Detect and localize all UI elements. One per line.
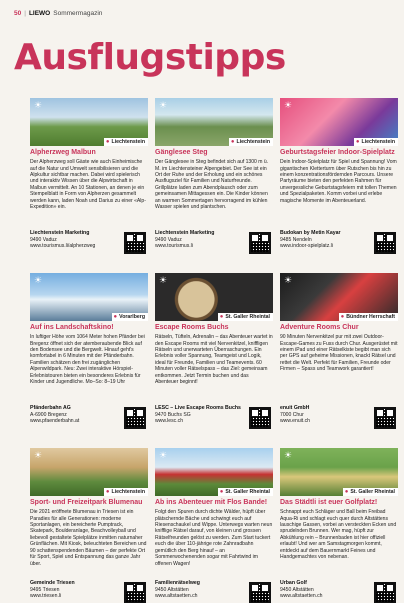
tip-title: Gänglesee Steg xyxy=(155,149,208,156)
location-pin-icon: ● xyxy=(105,139,110,145)
qr-code-icon[interactable] xyxy=(249,582,271,603)
region-badge xyxy=(343,488,398,496)
tip-description: Der Gänglesee in Steg befindet sich auf 1300 m ü. M. im Liechtensteiner Alpengebiet. Der See ist ein Ort der Ruhe und der Erholung und ein schönes Ausflugsziel für Familien und Naturfreunde. Grillplätze laden zum Abendplausch oder zum gemeinsamen Mittagessen ein. Die Kinder können an warmen Sommertagen hervorragend im kühlen Wasser spielen und plantschen. xyxy=(155,159,269,211)
region-badge xyxy=(339,313,398,321)
tip-description: Rätseln, Tüfteln, Adrenalin – das Abenteuer wartet in den Escape Rooms mit viel Nervenkitzel, kniffligen Rätseln und unerwarteten Überraschungen. Ein Erlebnis voller Spannung, Teamgeist und Logik, ideal für Freunde, Familien und Teamevents. 60 Minuten voller Rätselspass – das Ziel: gemeinsam entkommen. Jetzt Termin buchen und das Abenteuer beginnt! xyxy=(155,334,273,386)
tip-description: Die 2021 eröffnete Blumenau in Triesen ist ein Paradies für alle Generationen: moderne Sportanlagen, ein bereicherte Pumptrack, Skatepark, Boulderanlage, Beachvolleyball und liebevoll gestaltete Spielplätze inmitten naturnaher Grünflächen. Mit Kiosk, beleuchteten Bereichen und 90 schattenspendenden Bäumen – der perfekte Ort für Sport, Spiel und Entspannung das ganze Jahr über. xyxy=(30,509,147,567)
tip-website-link[interactable]: www.altstaetten.ch xyxy=(155,593,198,600)
region-badge xyxy=(218,313,273,321)
tip-address: 9490 Vaduz xyxy=(30,236,57,243)
tip-organization: enuit GmbH xyxy=(280,405,310,411)
page-number: 50 xyxy=(14,10,22,17)
tip-contact xyxy=(155,580,273,603)
tip-card xyxy=(30,448,148,603)
region-label: Liechtenstein xyxy=(236,139,270,145)
page-header xyxy=(14,10,102,17)
region-label: St. Galler Rheintal xyxy=(350,489,395,495)
magazine-name: Sommermagazin xyxy=(53,10,103,17)
tip-photo xyxy=(30,98,148,146)
tip-card xyxy=(280,98,398,260)
tip-description: Der Alpherzweg soll Gäste wie auch Einheimische auf die Natur und Umwelt sensibilisieren und die Alpkultur sichtbar machen. Dabei wird spielerisch und interaktiv Wissen über die Alpwirtschaft in Malbun vermittelt. An 10 Stationen, an denen je ein Stempelblatt in Form von Alpherzen gesammelt werden kann, laden Noah und Darius zu einer «Alp-Expedition» ein. xyxy=(30,159,146,211)
tip-website-link[interactable]: www.tourismus.li xyxy=(155,243,193,250)
tip-website-link[interactable]: www.lesc.ch xyxy=(155,418,184,425)
sun-icon: ☀ xyxy=(33,275,43,285)
tip-organization: Urban Golf xyxy=(280,580,307,586)
region-badge xyxy=(354,138,398,146)
page-title: Ausflugstipps xyxy=(14,37,286,78)
tip-address: 7000 Chur xyxy=(280,411,304,418)
tip-website-link[interactable]: www.altstaetten.ch xyxy=(280,593,323,600)
tip-description: Dein Indoor-Spielplatz für Spiel und Spannung! Vom gigantischen Kletterturm über Rutschen bis hin zu einem konzentrationsfördernden Parcours. Unsere Partyräume bieten den perfekten Rahmen für unvergessliche Geburtstagsfeiern mit tollen Themen und Spezialpaketen. Komm vorbei und erlebe magische Momente im Abenteuerland. xyxy=(280,159,397,204)
location-pin-icon: ● xyxy=(105,489,110,495)
tip-description: 90 Minuten Nervenkitzel pur mit zwei Outdoor-Escape-Games zu Fuss durch Chur. Ausgerüstet mit einem iPad und einer Rätselkiste begibt man sich per GPS auf geheime Missionen, knackt Rätsel und rettet die Welt. Perfekt für Familien, Freunde oder Firmen – Spass und Teamwork garantiert! xyxy=(280,334,398,373)
qr-code-icon[interactable] xyxy=(374,582,396,603)
tip-website-link[interactable]: www.enuit.ch xyxy=(280,418,311,425)
tip-title: Auf ins Landschaftskino! xyxy=(30,324,114,331)
region-badge xyxy=(112,313,148,321)
qr-code-icon[interactable] xyxy=(124,582,146,603)
region-badge xyxy=(218,488,273,496)
tip-photo xyxy=(155,98,273,146)
tip-title: Sport- und Freizeitpark Blumenau xyxy=(30,499,143,506)
tip-photo xyxy=(155,448,273,496)
tip-organization: Gemeinde Triesen xyxy=(30,580,75,586)
sun-icon: ☀ xyxy=(283,275,293,285)
tip-organization: Familienrätselweg xyxy=(155,580,200,586)
sun-icon: ☀ xyxy=(158,100,168,110)
tip-contact xyxy=(30,230,148,254)
tip-description: Folgt den Spuren durch dichte Wälder, hüpft über plätschernde Bäche und schwingt euch auf Riesenschaukel und Wippe. Unterwegs warten neun knifflige Rätsel darauf, von kleinen und grossen Rätselfreunden gelöst zu werden. Zum Start tuckert euch die über 110-jährige rote Zahnradbahn gemütlich den Berg hinauf – an Sommerwochenenden sogar mit Fahrtwind im offenen Wagen! xyxy=(155,509,273,567)
sun-icon: ☀ xyxy=(33,450,43,460)
region-badge xyxy=(104,488,148,496)
tip-address: A-6900 Bregenz xyxy=(30,411,67,418)
tip-contact xyxy=(155,230,273,254)
tip-photo xyxy=(280,273,398,321)
qr-code-icon[interactable] xyxy=(249,407,271,429)
header-separator: | xyxy=(24,10,26,17)
sun-icon: ☀ xyxy=(283,450,293,460)
sun-icon: ☀ xyxy=(158,275,168,285)
tip-card xyxy=(155,273,273,435)
tip-title: Ab ins Abenteuer mit Flos Bande! xyxy=(155,499,268,506)
tip-website-link[interactable]: www.pfaenderbahn.at xyxy=(30,418,80,425)
tip-contact xyxy=(155,405,273,429)
region-badge xyxy=(229,138,273,146)
location-pin-icon: ● xyxy=(230,139,235,145)
tip-title: Alpherzweg Malbun xyxy=(30,149,96,156)
tip-card xyxy=(280,273,398,435)
tip-photo xyxy=(155,273,273,321)
sun-icon: ☀ xyxy=(158,450,168,460)
tip-contact xyxy=(280,405,398,429)
tip-title: Das Städtli ist euer Golfplatz! xyxy=(280,499,378,506)
tip-photo xyxy=(280,448,398,496)
tip-description: Schnappt euch Schläger und Ball beim Freibad Aqua-Ri und schlagt euch quer durch Altstättens lauschige Gassen, vorbei an versteckten Ecken und sprudelnden Brunnen. Wer mag, hüpft zur Abkühlung rein – Brunnenbaden ist hier offiziell erlaubt! Und wer am Samstagmorgen kommt, entdeckt auf dem Bauernmarkt Feines und Handgemachtes von nebenan. xyxy=(280,509,397,561)
tip-photo xyxy=(280,98,398,146)
location-pin-icon: ● xyxy=(219,314,224,320)
tip-address: 9490 Vaduz xyxy=(155,236,182,243)
tip-photo xyxy=(30,273,148,321)
tip-contact xyxy=(30,405,148,429)
sun-icon: ☀ xyxy=(33,100,43,110)
tip-website-link[interactable]: www.triesen.li xyxy=(30,593,62,600)
tip-address: 9450 Altstätten xyxy=(155,586,189,593)
region-label: St. Galler Rheintal xyxy=(225,489,270,495)
tip-contact xyxy=(280,230,398,254)
location-pin-icon: ● xyxy=(355,139,360,145)
location-pin-icon: ● xyxy=(344,489,349,495)
tip-address: 9470 Buchs SG xyxy=(155,411,191,418)
qr-code-icon[interactable] xyxy=(374,232,396,254)
region-label: Bündner Herrschaft xyxy=(346,314,395,320)
tip-photo xyxy=(30,448,148,496)
sun-icon: ☀ xyxy=(283,100,293,110)
location-pin-icon: ● xyxy=(219,489,224,495)
tip-website-link[interactable]: www.indoor-spielplatz.li xyxy=(280,243,333,250)
tip-address: 9485 Nendeln xyxy=(280,236,312,243)
tip-title: Escape Rooms Buchs xyxy=(155,324,229,331)
tip-organization: Liechtenstein Marketing xyxy=(155,230,215,236)
tips-grid xyxy=(30,98,398,603)
brand-name: LIEWO xyxy=(28,10,51,17)
region-label: St. Galler Rheintal xyxy=(225,314,270,320)
tip-card xyxy=(155,98,273,260)
qr-code-icon[interactable] xyxy=(124,232,146,254)
tip-website-link[interactable]: www.tourismus.li/alpherzweg xyxy=(30,243,96,250)
tip-contact xyxy=(280,580,398,603)
tip-card xyxy=(280,448,398,603)
qr-code-icon[interactable] xyxy=(249,232,271,254)
tip-address: 9450 Altstätten xyxy=(280,586,314,593)
location-pin-icon: ● xyxy=(340,314,345,320)
tip-address: 9495 Triesen xyxy=(30,586,60,593)
tip-card xyxy=(30,273,148,435)
tip-card xyxy=(155,448,273,603)
location-pin-icon: ● xyxy=(113,314,118,320)
region-label: Liechtenstein xyxy=(111,489,145,495)
region-badge xyxy=(104,138,148,146)
tip-contact xyxy=(30,580,148,603)
qr-code-icon[interactable] xyxy=(124,407,146,429)
tip-title: Adventure Rooms Chur xyxy=(280,324,359,331)
region-label: Liechtenstein xyxy=(361,139,395,145)
region-label: Liechtenstein xyxy=(111,139,145,145)
tip-organization: Liechtenstein Marketing xyxy=(30,230,90,236)
tip-description: In luftiger Höhe vom 1064 Meter hohen Pfänder bei Bregenz öffnet sich der atemberaubende Blick auf den Bodensee und die Bergwelt. Hinauf geht's komfortabel in 6 Minuten mit der Pfänderbahn. Familien schätzen den frei zugänglichen Alpenwildpark. Neu: Zwei interaktive Hörspiel-Erlebnistouren bieten ein besonderes Erlebnis für Kinder und Jugendliche. Mo–So: 8–19 Uhr xyxy=(30,334,145,386)
region-label: Vorarlberg xyxy=(119,314,145,320)
tip-organization: LESC – Live Escape Rooms Buchs xyxy=(155,405,241,411)
tip-organization: Pfänderbahn AG xyxy=(30,405,71,411)
tip-organization: Budokan by Metin Kayar xyxy=(280,230,341,236)
tip-card xyxy=(30,98,148,260)
qr-code-icon[interactable] xyxy=(374,407,396,429)
tip-title: Geburtstagsfeier Indoor-Spielplatz xyxy=(280,149,395,156)
